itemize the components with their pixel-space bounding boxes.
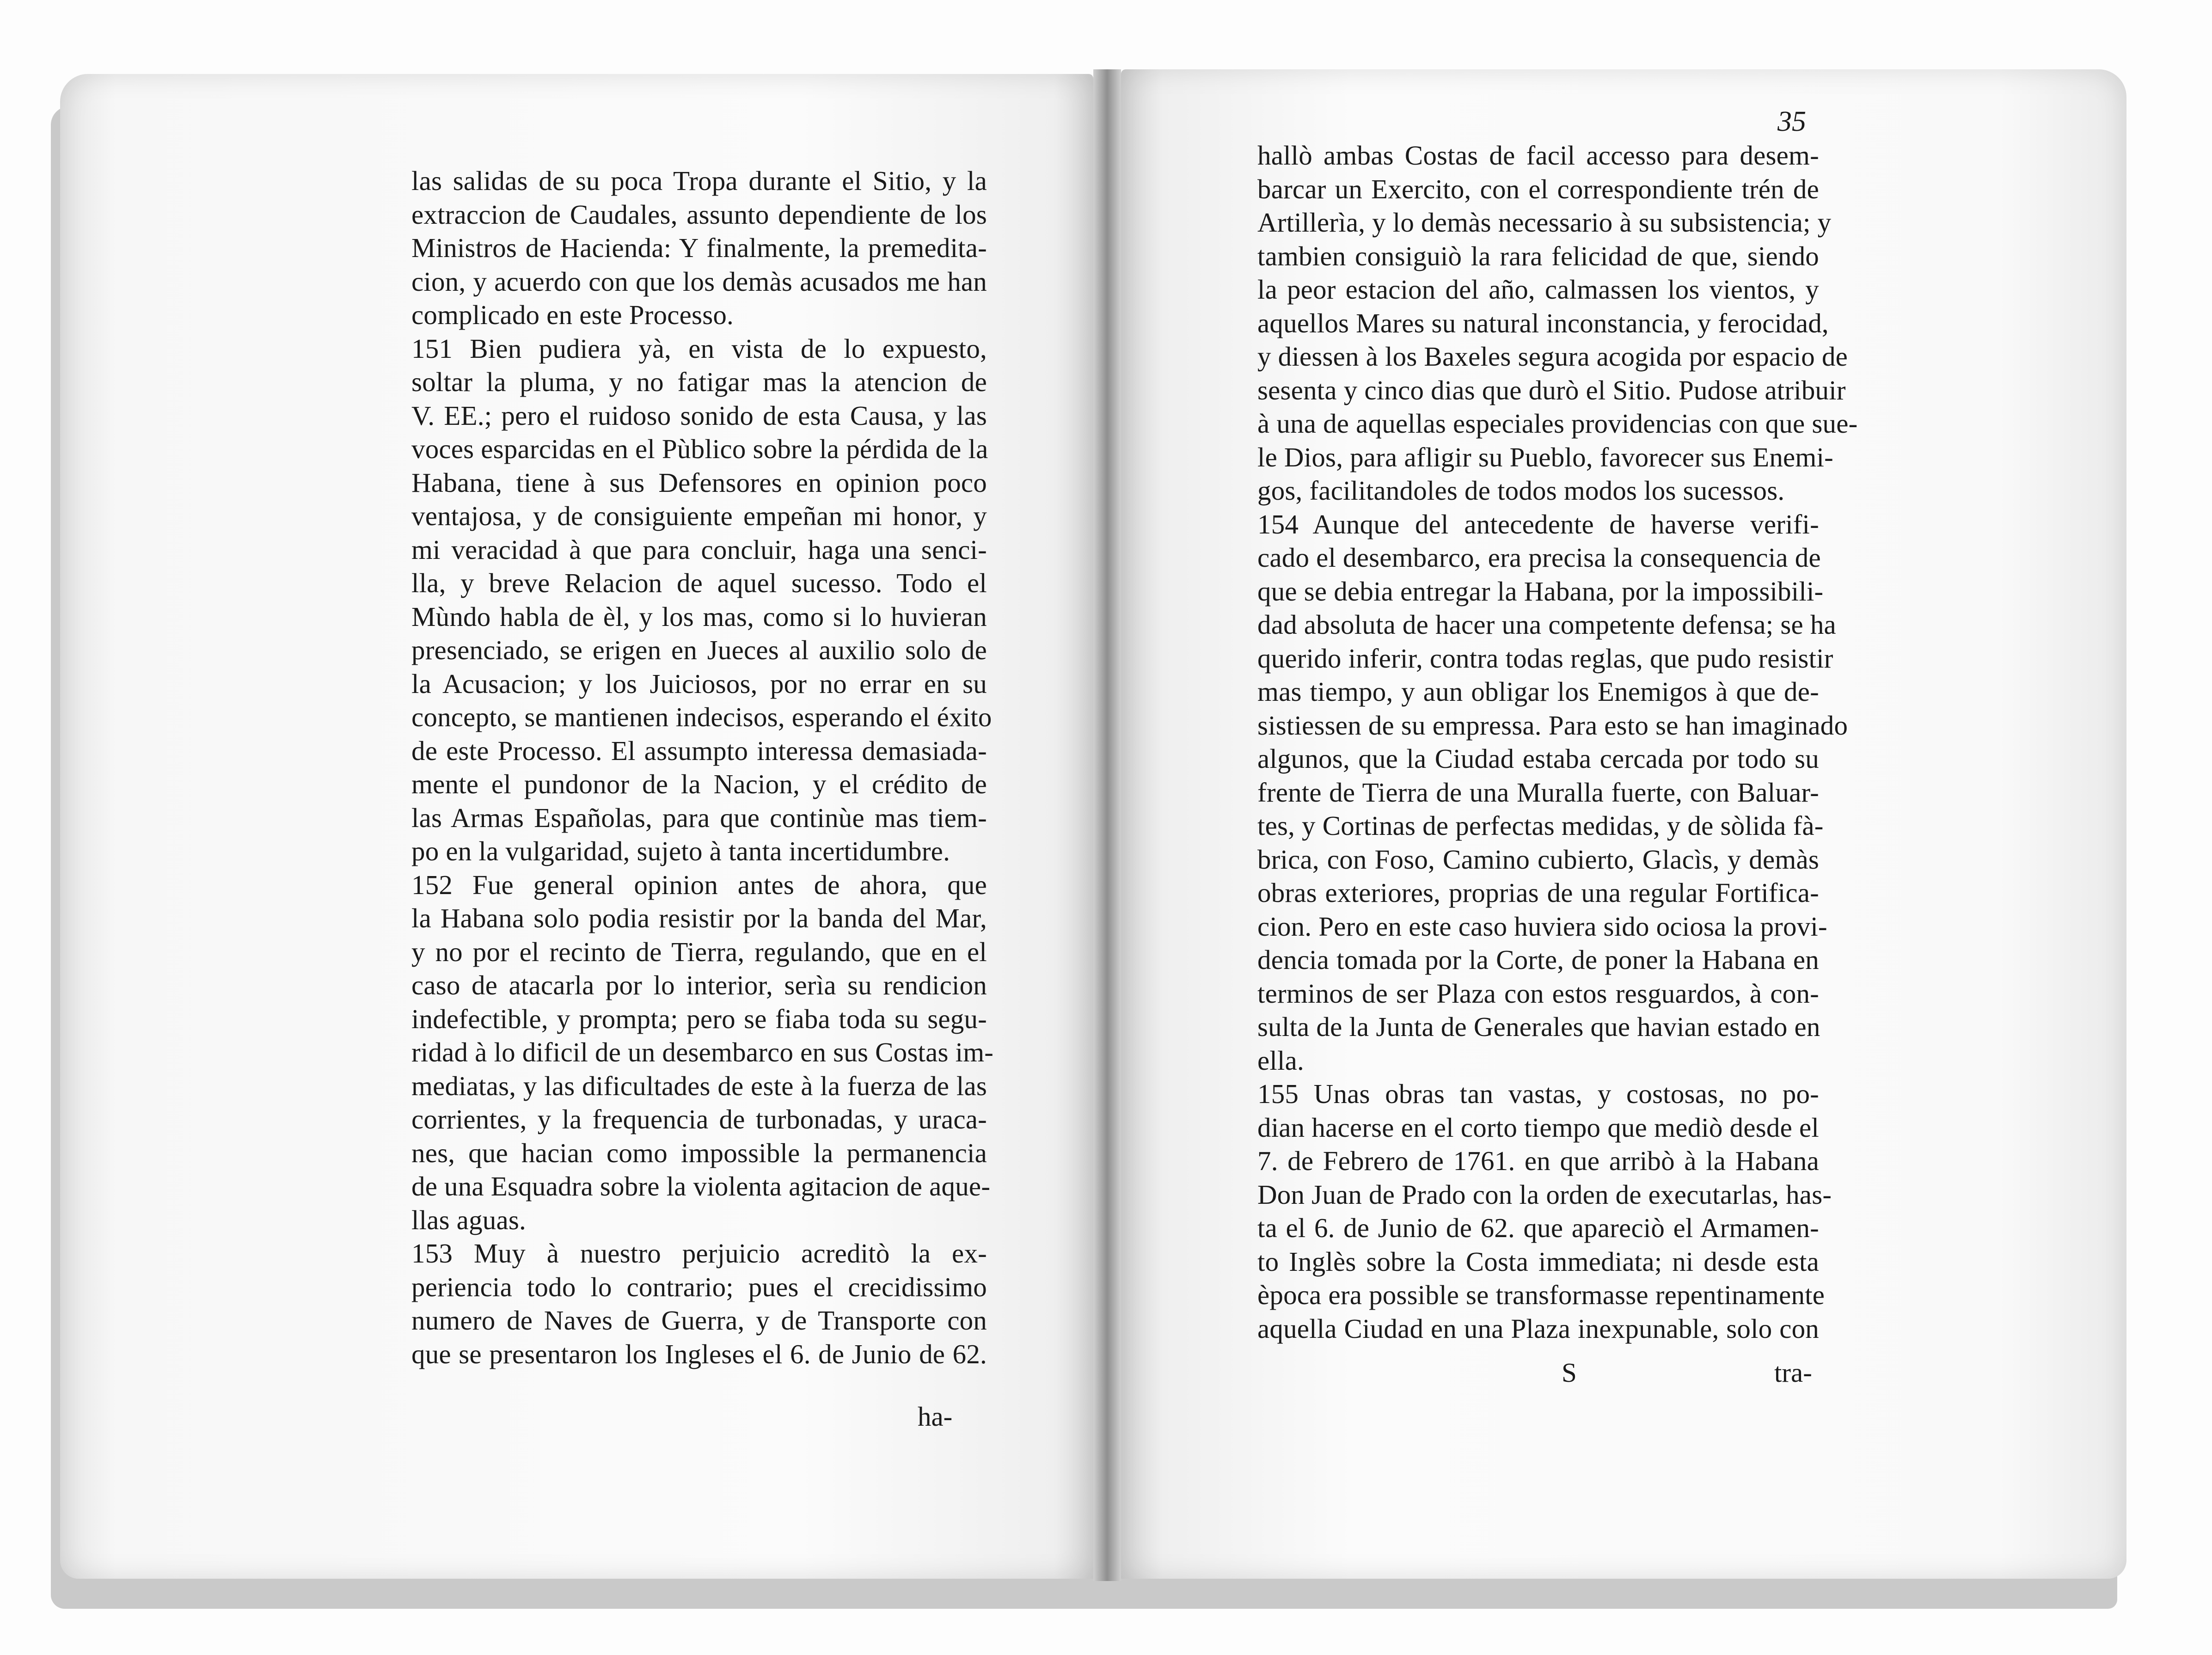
- text-line: gos, facilitandoles de todos modos los sucessos.: [1257, 475, 1785, 506]
- text-line: mas tiempo, y aun obligar los Enemigos à que de-: [1257, 676, 1819, 707]
- text-line: mente el pundonor de la Nacion, y el crédito de: [411, 769, 987, 799]
- text-line: soltar la pluma, y no fatigar mas la atencion de: [411, 367, 987, 397]
- text-line: algunos, que la Ciudad estaba cercada por todo su: [1257, 743, 1819, 774]
- signature-mark: S: [1562, 1357, 1577, 1388]
- text-line: Don Juan de Prado con la orden de executarlas, has-: [1257, 1179, 1832, 1210]
- text-line: extraccion de Caudales, assunto dependiente de los: [411, 199, 987, 230]
- text-line: la Acusacion; y los Juiciosos, por no errar en su: [411, 668, 987, 699]
- text-line: concepto, se mantienen indecisos, esperando el éxito: [411, 702, 992, 732]
- text-line: 154 Aunque del antecedente de haverse verifi-: [1257, 509, 1819, 539]
- text-line: la peor estacion del año, calmassen los vientos, y: [1257, 274, 1819, 305]
- text-line: sistiessen de su empressa. Para esto se han imaginado: [1257, 710, 1848, 741]
- text-line: 151 Bien pudiera yà, en vista de lo expuesto,: [411, 333, 987, 364]
- text-line: hallò ambas Costas de facil accesso para desem-: [1257, 140, 1819, 171]
- text-line: querido inferir, contra todas reglas, que pudo resistir: [1257, 643, 1833, 674]
- text-line: complicado en este Processo.: [411, 300, 734, 330]
- text-line: mediatas, y las dificultades de este à la fuerza de las: [411, 1070, 987, 1101]
- text-line: barcar un Exercito, con el correspondiente trén de: [1257, 173, 1819, 204]
- text-line: to Inglès sobre la Costa immediata; ni desde esta: [1257, 1246, 1819, 1277]
- text-line: le Dios, para afligir su Pueblo, favorecer sus Enemi-: [1257, 441, 1833, 472]
- text-line: que se presentaron los Ingleses el 6. de Junio de 62.: [411, 1338, 987, 1369]
- text-line: 153 Muy à nuestro perjuicio acreditò la ex-: [411, 1238, 987, 1269]
- text-line: indefectible, y prompta; pero se fiaba toda su segu-: [411, 1003, 987, 1034]
- text-line: que se debia entregar la Habana, por la impossibili-: [1257, 576, 1824, 607]
- text-line: sesenta y cinco dias que durò el Sitio. Pudose atribuir: [1257, 374, 1846, 405]
- text-line: frente de Tierra de una Muralla fuerte, con Baluar-: [1257, 777, 1819, 808]
- left-page-text: [411, 164, 994, 1371]
- text-line: Ministros de Hacienda: Y finalmente, la premedita-: [411, 233, 987, 263]
- text-line: 7. de Febrero de 1761. en que arribò à la Habana: [1257, 1146, 1819, 1176]
- text-line: de una Esquadra sobre la violenta agitacion de aque-: [411, 1171, 991, 1201]
- text-line: las Armas Españolas, para que continùe mas tiem-: [411, 802, 987, 833]
- text-line: presenciado, se erigen en Jueces al auxilio solo de: [411, 635, 987, 665]
- left-catchword: ha-: [918, 1401, 953, 1432]
- text-line: V. EE.; pero el ruidoso sonido de esta Causa, y las: [411, 400, 987, 431]
- text-line: cado el desembarco, era precisa la consequencia de: [1257, 542, 1821, 573]
- text-line: de este Processo. El assumpto interessa demasiada-: [411, 735, 987, 766]
- text-line: periencia todo lo contrario; pues el crecidissimo: [411, 1271, 987, 1302]
- text-line: voces esparcidas en el Pùblico sobre la pérdida de la: [411, 434, 988, 464]
- text-line: obras exteriores, proprias de una regular Fortifica-: [1257, 877, 1819, 908]
- text-line: llas aguas.: [411, 1204, 526, 1235]
- text-line: sulta de la Junta de Generales que havian estado en: [1257, 1011, 1820, 1042]
- text-line: 152 Fue general opinion antes de ahora, que: [411, 869, 987, 900]
- text-line: aquellos Mares su natural inconstancia, y ferocidad,: [1257, 307, 1829, 338]
- text-line: Habana, tiene à sus Defensores en opinion poco: [411, 467, 987, 498]
- text-line: aquella Ciudad en una Plaza inexpunable, solo con: [1257, 1313, 1819, 1344]
- text-line: po en la vulgaridad, sujeto à tanta incertidumbre.: [411, 836, 950, 866]
- text-line: terminos de ser Plaza con estos resguardos, à con-: [1257, 978, 1819, 1009]
- text-line: y no por el recinto de Tierra, regulando, que en el: [411, 936, 987, 967]
- text-line: brica, con Foso, Camino cubierto, Glacìs, y demàs: [1257, 844, 1819, 875]
- text-line: y diessen à los Baxeles segura acogida por espacio de: [1257, 341, 1848, 372]
- right-page-text: [1257, 139, 1858, 1345]
- text-line: à una de aquellas especiales providencias con que sue-: [1257, 408, 1858, 439]
- text-line: dencia tomada por la Corte, de poner la Habana en: [1257, 944, 1819, 975]
- text-line: lla, y breve Relacion de aquel sucesso. Todo el: [411, 568, 987, 598]
- text-line: corrientes, y la frequencia de turbonadas, y uraca-: [411, 1104, 987, 1134]
- text-line: nes, que hacian como impossible la permanencia: [411, 1137, 987, 1168]
- text-line: mi veracidad à que para concluir, haga una senci-: [411, 534, 987, 565]
- text-line: 155 Unas obras tan vastas, y costosas, no po-: [1257, 1079, 1819, 1109]
- text-line: ventajosa, y de consiguiente empeñan mi honor, y: [411, 501, 987, 531]
- text-line: cion, y acuerdo con que los demàs acusados me han: [411, 266, 987, 297]
- text-line: dian hacerse en el corto tiempo que mediò desde el: [1257, 1112, 1819, 1143]
- text-line: dad absoluta de hacer una competente defensa; se ha: [1257, 609, 1836, 640]
- text-line: las salidas de su poca Tropa durante el Sitio, y la: [411, 166, 987, 196]
- text-line: cion. Pero en este caso huviera sido ociosa la provi-: [1257, 911, 1827, 942]
- text-line: ta el 6. de Junio de 62. que apareciò el Armamen-: [1257, 1213, 1819, 1243]
- text-line: ella.: [1257, 1045, 1304, 1076]
- text-line: la Habana solo podia resistir por la banda del Mar,: [411, 903, 987, 933]
- text-line: caso de atacarla por lo interior, serìa su rendicion: [411, 970, 987, 1000]
- text-line: tes, y Cortinas de perfectas medidas, y de sòlida fà-: [1257, 810, 1824, 841]
- text-line: època era possible se transformasse repentinamente: [1257, 1280, 1825, 1310]
- text-line: Artillerìa, y lo demàs necessario à su subsistencia; y: [1257, 207, 1832, 238]
- text-line: tambien consiguiò la rara felicidad de que, siendo: [1257, 240, 1819, 271]
- book-gutter: [1093, 69, 1121, 1581]
- page-number: 35: [1777, 106, 1806, 137]
- text-line: Mùndo habla de èl, y los mas, como si lo huvieran: [411, 601, 987, 632]
- right-catchword: tra-: [1774, 1357, 1812, 1388]
- text-line: ridad à lo dificil de un desembarco en sus Costas im-: [411, 1037, 994, 1067]
- text-line: numero de Naves de Guerra, y de Transporte con: [411, 1305, 987, 1336]
